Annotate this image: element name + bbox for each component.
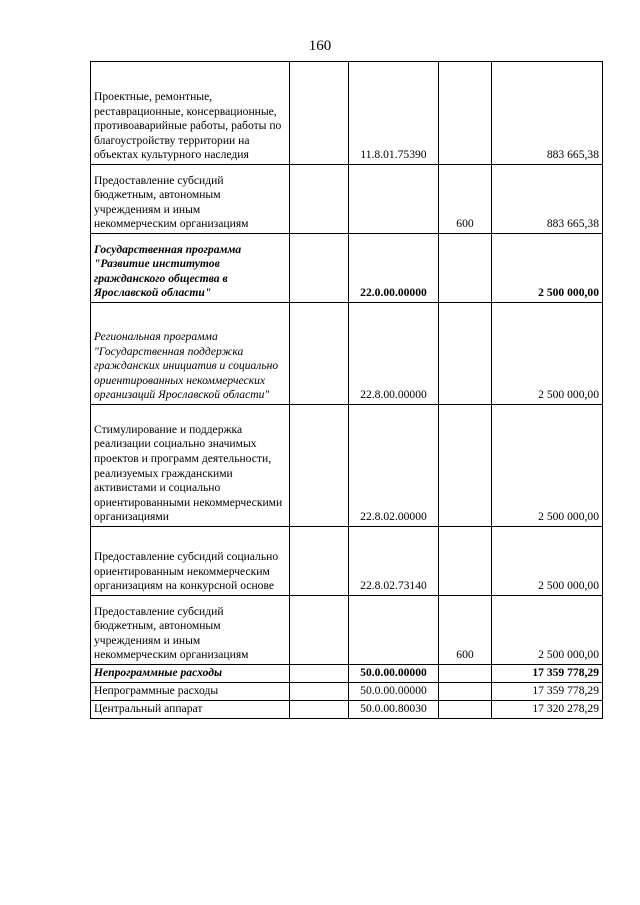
row-code: 50.0.00.80030 <box>349 701 439 719</box>
row-name: Центральный аппарат <box>91 701 290 719</box>
row-type <box>439 701 492 719</box>
table-row <box>91 303 603 405</box>
row-name: Предоставление субсидий социально ориентированным некоммерческим организациям на конкурсной основе <box>91 527 290 596</box>
row-name: Региональная программа "Государственная поддержка гражданских инициатив и социально ориентированных некоммерческих организаций Ярославской области" <box>91 303 290 405</box>
row-code <box>349 165 439 234</box>
row-amount: 2 500 000,00 <box>492 405 603 527</box>
row-amount: 2 500 000,00 <box>492 527 603 596</box>
row-type <box>439 303 492 405</box>
empty-cell <box>290 683 349 701</box>
row-name: Проектные, ремонтные, реставрационные, консервационные, противоаварийные работы, работы по благоустройству территории на объектах культурного наследия <box>91 62 290 165</box>
empty-cell <box>290 234 349 303</box>
row-type <box>439 683 492 701</box>
table-row <box>91 165 603 234</box>
empty-cell <box>290 596 349 665</box>
empty-cell <box>290 665 349 683</box>
table-row <box>91 405 603 527</box>
row-amount: 17 359 778,29 <box>492 683 603 701</box>
empty-cell <box>290 527 349 596</box>
page-number: 160 <box>308 38 332 54</box>
row-name: Непрограммные расходы <box>91 665 290 683</box>
table-row <box>91 701 603 719</box>
row-name: Государственная программа "Развитие институтов гражданского общества в Ярославской области" <box>91 234 290 303</box>
empty-cell <box>290 405 349 527</box>
table-row <box>91 665 603 683</box>
row-amount: 17 320 278,29 <box>492 701 603 719</box>
row-code: 50.0.00.00000 <box>349 683 439 701</box>
empty-cell <box>290 62 349 165</box>
table-row <box>91 234 603 303</box>
row-amount: 2 500 000,00 <box>492 234 603 303</box>
row-code: 22.8.02.73140 <box>349 527 439 596</box>
budget-table <box>90 61 603 719</box>
row-type: 600 <box>439 165 492 234</box>
table-row <box>91 596 603 665</box>
row-type <box>439 405 492 527</box>
row-amount: 2 500 000,00 <box>492 303 603 405</box>
row-code: 22.0.00.00000 <box>349 234 439 303</box>
empty-cell <box>290 303 349 405</box>
table-row <box>91 683 603 701</box>
row-amount: 17 359 778,29 <box>492 665 603 683</box>
row-code: 22.8.02.00000 <box>349 405 439 527</box>
row-amount: 883 665,38 <box>492 165 603 234</box>
row-code: 11.8.01.75390 <box>349 62 439 165</box>
row-name: Предоставление субсидий бюджетным, автономным учреждениям и иным некоммерческим организациям <box>91 596 290 665</box>
row-type <box>439 234 492 303</box>
row-type: 600 <box>439 596 492 665</box>
row-code: 22.8.00.00000 <box>349 303 439 405</box>
row-type <box>439 527 492 596</box>
table-row <box>91 527 603 596</box>
row-code <box>349 596 439 665</box>
row-type <box>439 62 492 165</box>
row-amount: 883 665,38 <box>492 62 603 165</box>
row-code: 50.0.00.00000 <box>349 665 439 683</box>
row-name: Предоставление субсидий бюджетным, автономным учреждениям и иным некоммерческим организациям <box>91 165 290 234</box>
table-row <box>91 62 603 165</box>
row-name: Стимулирование и поддержка реализации социально значимых проектов и программ деятельности, реализуемых гражданскими активистами и социально ориентированными некоммерческими организациями <box>91 405 290 527</box>
row-amount: 2 500 000,00 <box>492 596 603 665</box>
row-type <box>439 665 492 683</box>
empty-cell <box>290 165 349 234</box>
row-name: Непрограммные расходы <box>91 683 290 701</box>
empty-cell <box>290 701 349 719</box>
